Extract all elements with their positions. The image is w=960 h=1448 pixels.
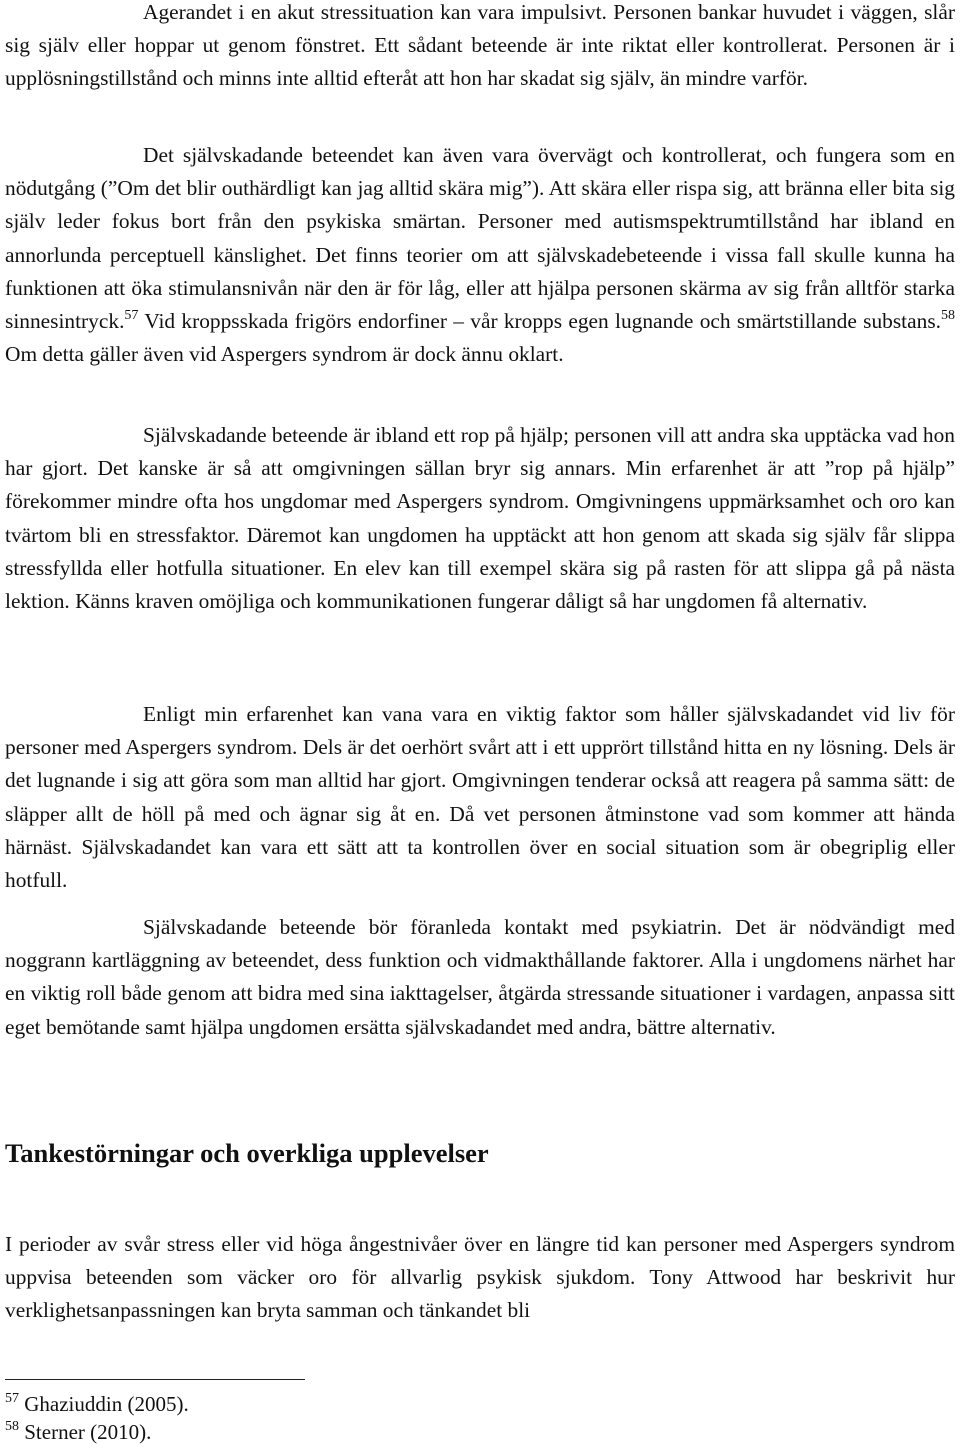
paragraph-habit: Enligt min erfarenhet kan vana vara en viktig faktor som håller självskadandet vid liv för personer med Aspergers syndrom. Dels är det oerhört svårt att i ett upprört tillstånd hitta en ny lösning. Dels är det lugnande i sig att göra som man alltid har gjort. Omgivningen tenderar också att reagera på samma sätt: de släpper allt de höll på med och ägnar sig åt en. Då vet personen åtminstone vad som kommer att hända härnäst. Självskadandet kan vara ett sätt att ta kontrollen över en social situation som är obegriplig eller hotfull.	[5, 702, 955, 893]
section-heading: Tankestörningar och overkliga upplevelser	[5, 1138, 489, 1168]
footnote-number: 57	[5, 1390, 19, 1406]
paragraph-text-part1: Det självskadande beteendet kan även vara övervägt och kontrollerat, och fungera som en nödutgång (”Om det blir outhärdligt kan jag alltid skära mig”). Att skära eller rispa sig, att bränna eller bita sig själv leder fokus bort från den psykiska smärtan. Personer med autismspektrumtillstånd har ibland en annorlunda perceptuell känslighet. Det finns teorier om att självskadebeteende i vissa fall skulle kunna ha funktionen att öka stimulansnivån när den är för låg, eller att hjälpa personen skärma av sig från alltför starka sinnesintryck.	[5, 143, 955, 334]
paragraph-acute-stress: Agerandet i en akut stressituation kan vara impulsivt. Personen bankar huvudet i väggen, slår sig själv eller hoppar ut genom fönstret. Ett sådant beteende är inte riktat eller kontrollerat. Personen är i upplösningstillstånd och minns inte alltid efteråt att hon har skadat sig själv, än mindre varför.	[5, 0, 955, 91]
footnotes	[5, 1390, 189, 1446]
paragraph-psychiatry: Självskadande beteende bör föranleda kontakt med psykiatrin. Det är nödvändigt med noggrann kartläggning av beteendet, dess funktion och vidmakthållande faktorer. Alla i ungdomens närhet har en viktig roll både genom att bidra med sina iakttagelser, åtgärda stressande situationer i vardagen, anpassa sitt eget bemötande samt hjälpa ungdomen ersätta självskadandet med andra, bättre alternativ.	[5, 915, 955, 1039]
footnote-ref-58[interactable]: 58	[941, 307, 955, 323]
footnote-number: 58	[5, 1418, 19, 1434]
paragraph-text-part2: Vid kroppsskada frigörs endorfiner – vår kropps egen lugnande och smärtstillande substans.	[138, 309, 941, 334]
paragraph-section-intro: I perioder av svår stress eller vid höga ångestnivåer över en längre tid kan personer med Aspergers syndrom uppvisa beteenden som väcker oro för allvarlig psykisk sjukdom. Tony Attwood har beskrivit hur verklighetsanpassningen kan bryta samman och tänkandet bli	[5, 1232, 955, 1323]
footnote-text: Sterner (2010).	[19, 1420, 152, 1444]
paragraph-cry-for-help: Självskadande beteende är ibland ett rop på hjälp; personen vill att andra ska upptäcka vad hon har gjort. Det kanske är så att omgivningen sällan bryr sig annars. Min erfarenhet är att ”rop på hjälp” förekommer mindre ofta hos ungdomar med Aspergers syndrom. Omgivningens uppmärksamhet och oro kan tvärtom bli en stressfaktor. Däremot kan ungdomen ha upptäckt att hon genom att skada sig själv får slippa stressfyllda eller hotfulla situationer. En elev kan till exempel skära sig på rasten för att slippa gå på nästa lektion. Känns kraven omöjliga och kommunikationen fungerar dåligt så har ungdomen få alternativ.	[5, 423, 955, 614]
footnote-text: Ghaziuddin (2005).	[19, 1392, 189, 1416]
footnote-58	[5, 1418, 189, 1446]
paragraph-controlled-selfharm	[5, 139, 955, 371]
paragraph-text-part3: Om detta gäller även vid Aspergers syndrom är dock ännu oklart.	[5, 342, 564, 367]
footnote-57	[5, 1390, 189, 1418]
footnote-divider	[5, 1379, 305, 1380]
footnote-ref-57[interactable]: 57	[124, 307, 139, 323]
